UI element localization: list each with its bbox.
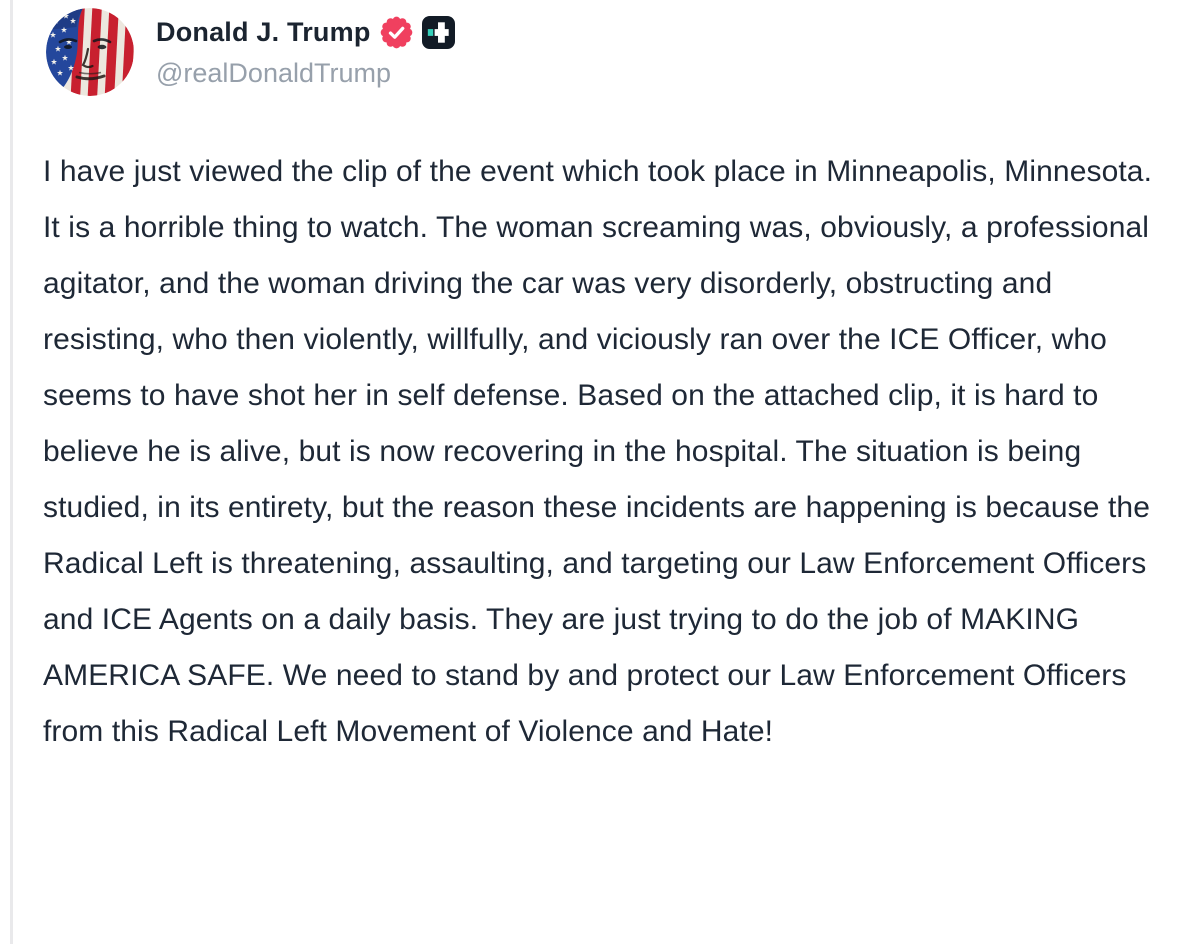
author-handle[interactable]: @realDonaldTrump [156,58,391,88]
flag-face-avatar-image [46,8,134,96]
verified-badge-icon [380,16,413,49]
author-name-row [156,16,455,49]
post-body-text: I have just viewed the clip of the event which took place in Minneapolis, Minnesota. It is a horrible thing to watch. The woman screaming was, obviously, a professional agitator, and the woman driving the car was very disorderly, obstructing and resisting, who then violently, willfully, and viciously ran over the ICE Officer, who seems to have shot her in self defense. Based on the attached clip, it is hard to believe he is alive, but is now recovering in the hospital. The situation is being studied, in its entirety, but the reason these incidents are happening is because the Radical Left is threatening, assaulting, and targeting our Law Enforcement Officers and ICE Agents on a daily basis. They are just trying to do the job of MAKING AMERICA SAFE. We need to stand by and protect our Law Enforcement Officers from this Radical Left Movement of Violence and Hate! [43,155,1153,748]
truth-social-plus-badge-icon [422,16,455,49]
author-info [156,8,455,89]
post [43,8,1168,760]
left-edge-divider [10,0,13,944]
author-display-name[interactable]: Donald J. Trump [156,17,371,47]
avatar[interactable] [46,8,134,96]
post-header [43,8,1168,96]
